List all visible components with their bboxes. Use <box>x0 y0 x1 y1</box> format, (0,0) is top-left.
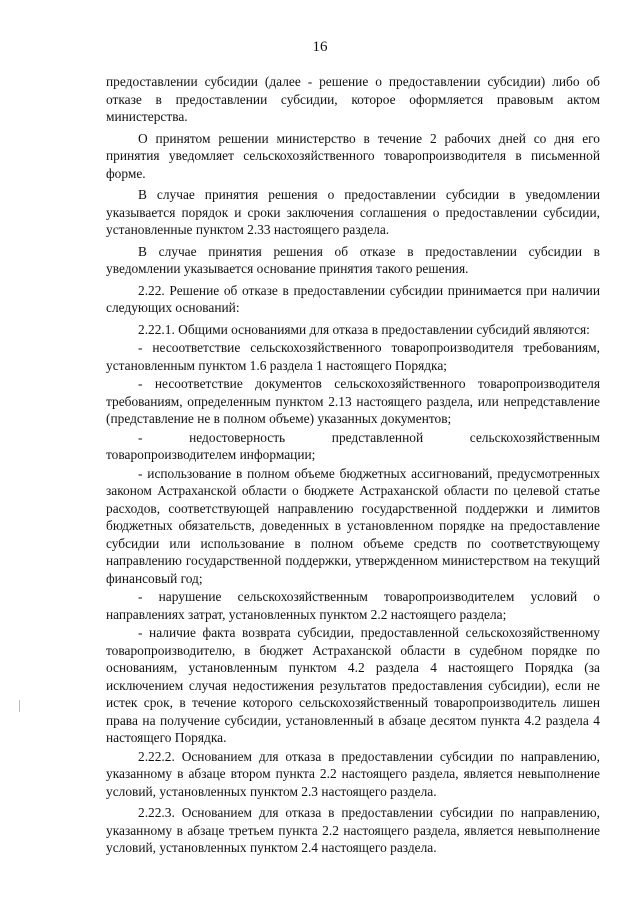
paragraph-continuation: предоставлении субсидии (далее - решение о предоставлении субсидии) либо об отказе в предоставлении субсидии, которое оформляется правовым актом министерства. <box>106 74 600 124</box>
paragraph-notification: О принятом решении министерство в течение 2 рабочих дней со дня его принятия уведомляет сельскохозяйственного товаропроизводителя в письменной форме. <box>106 130 600 181</box>
paragraph-approval-case: В случае принятия решения о предоставлении субсидии в уведомлении указывается порядок и сроки заключения соглашения о предоставлении субсидии, установленные пунктом 2.33 настоящего раздела. <box>106 187 600 237</box>
list-item-ground-1: - несоответствие сельскохозяйственного товаропроизводителя требованиям, установленным пунктом 1.6 раздела 1 настоящего Порядка; <box>106 340 600 373</box>
list-item-ground-5: - нарушение сельскохозяйственным товаропроизводителем условий о направлениях затрат, установленных пунктом 2.2 настоящего раздела; <box>106 589 600 622</box>
document-body <box>106 73 600 861</box>
list-item-ground-3: - недостоверность представленной сельскохозяйственным товаропроизводителем информации; <box>106 429 600 462</box>
paragraph-2-22-3: 2.22.3. Основанием для отказа в предоставлении субсидии по направлению, указанному в абзаце третьем пункта 2.2 настоящего раздела, является невыполнение условий, установленных пунктом 2.4 настоящего раздела. <box>106 805 600 855</box>
page-number: 16 <box>312 39 328 55</box>
list-item-ground-4: - использование в полном объеме бюджетных ассигнований, предусмотренных законом Астраханской области о бюджете Астраханской области по целевой статье расходов, соответствующей направлению государственной поддержки и лимитов бюджетных обязательств, доведенных в установленном порядке на предоставление субсидии или использование в полном объеме средств по соответствующему направлению государственной поддержки, утвержденном министерством на текущий финансовый год; <box>106 465 600 586</box>
scan-artifact <box>19 700 20 712</box>
paragraph-2-22-1: 2.22.1. Общими основаниями для отказа в предоставлении субсидий являются: <box>138 321 590 337</box>
paragraph-2-22-2: 2.22.2. Основанием для отказа в предоставлении субсидии по направлению, указанному в абзаце втором пункта 2.2 настоящего раздела, является невыполнение условий, установленных пунктом 2.3 настоящего раздела. <box>106 748 600 799</box>
list-item-ground-6: - наличие факта возврата субсидии, предоставленной сельскохозяйственному товаропроизводителю, в бюджет Астраханской области в судебном порядке по основаниям, установленным пунктом 4.2 раздела 4 настоящего Порядка (за исключением случая недостижения результатов предоставления субсидии), если не истек срок, в течение которого сельскохозяйственный товаропроизводитель лишен права на получение субсидии, установленный в абзаце десятом пункта 4.2 раздела 4 настоящего Порядка. <box>106 625 600 745</box>
paragraph-2-22: 2.22. Решение об отказе в предоставлении субсидии принимается при наличии следующих оснований: <box>106 282 600 315</box>
list-item-ground-2: - несоответствие документов сельскохозяйственного товаропроизводителя требованиям, определенным пунктом 2.13 настоящего раздела, или непредставление (представление не в полном объеме) указанных документов; <box>106 376 600 426</box>
paragraph-refusal-case: В случае принятия решения об отказе в предоставлении субсидии в уведомлении указывается основание принятия такого решения. <box>106 243 600 276</box>
